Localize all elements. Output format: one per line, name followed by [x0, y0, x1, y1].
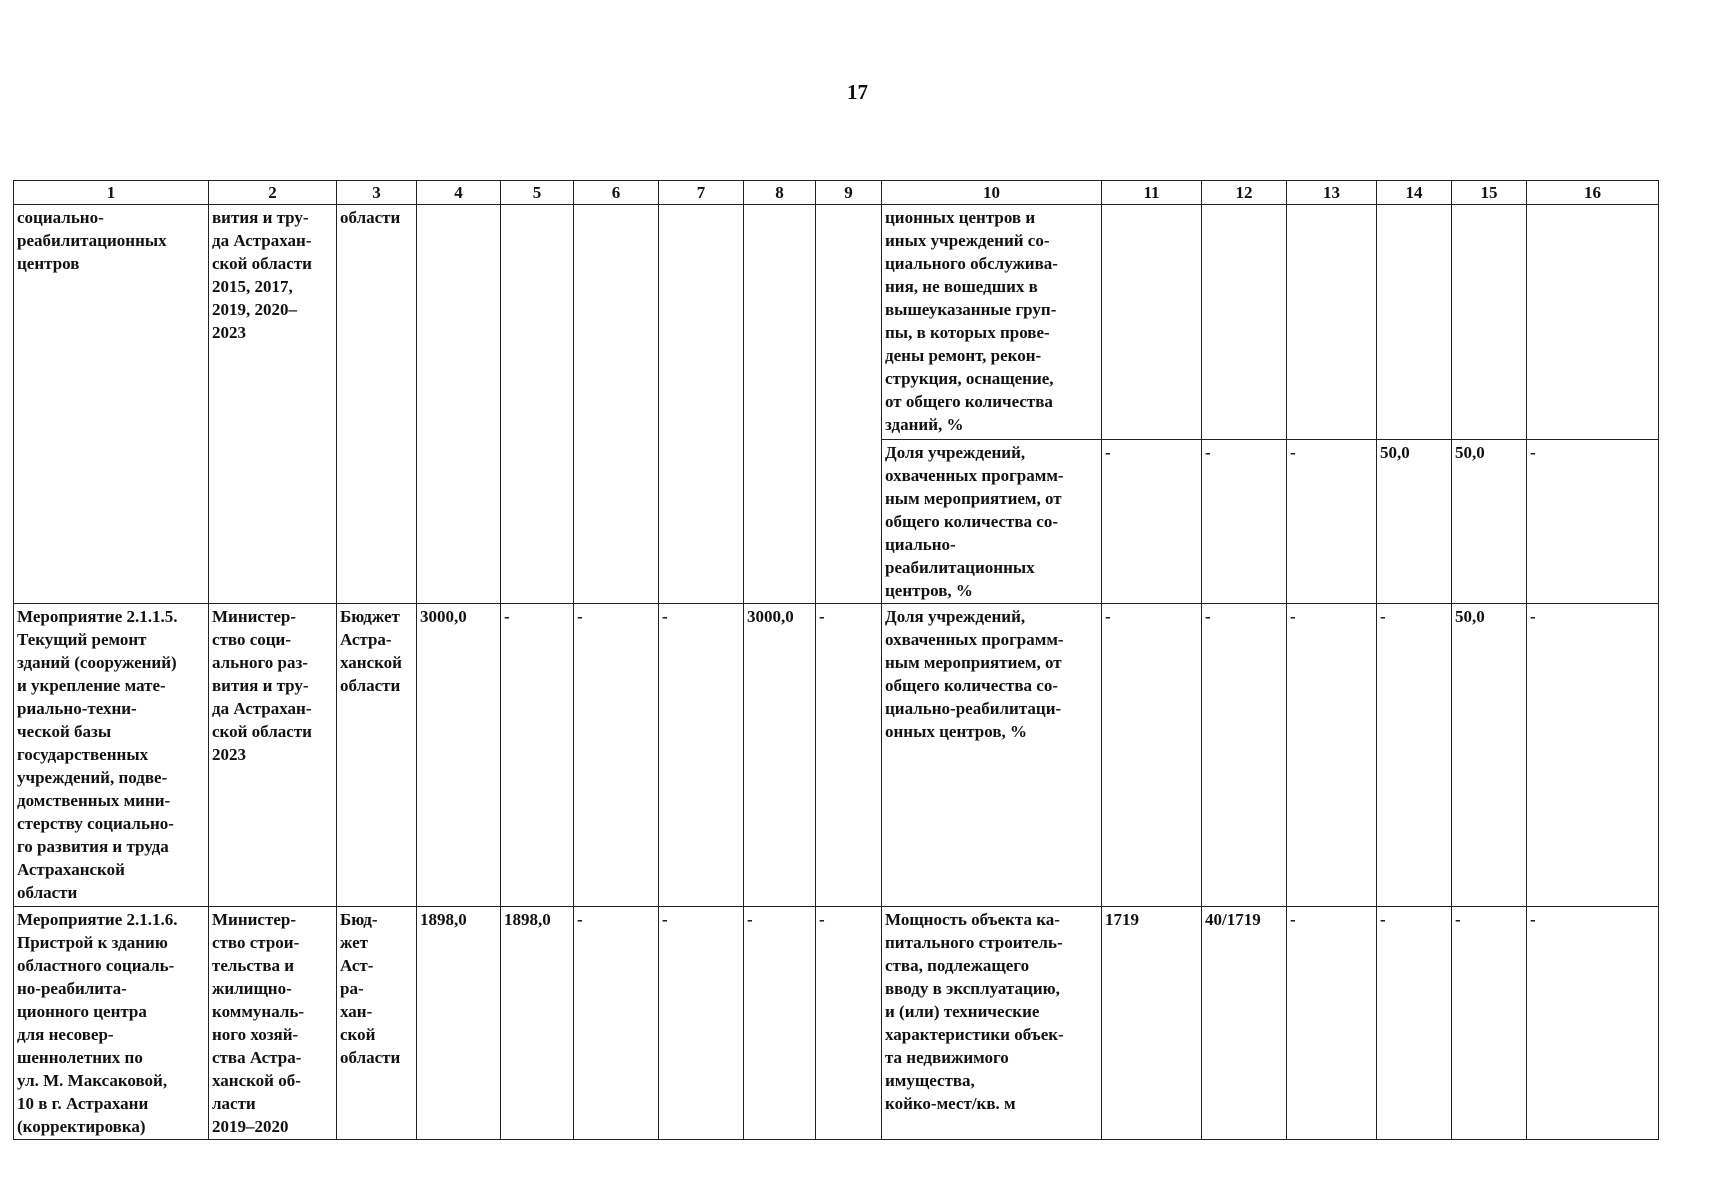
value-cell: - [1287, 604, 1377, 907]
page-number: 17 [847, 80, 868, 104]
col-header: 9 [816, 181, 882, 205]
value-cell [816, 205, 882, 604]
value-cell: - [1527, 907, 1659, 1140]
value-cell: - [816, 907, 882, 1140]
value-cell: - [1377, 907, 1452, 1140]
value-cell: 3000,0 [417, 604, 501, 907]
value-cell: - [574, 907, 659, 1140]
value-cell [1377, 205, 1452, 440]
col-header: 16 [1527, 181, 1659, 205]
value-cell [1102, 205, 1202, 440]
value-cell [659, 205, 744, 604]
value-cell: - [1527, 440, 1659, 604]
col-header: 10 [882, 181, 1102, 205]
value-cell: 50,0 [1377, 440, 1452, 604]
value-cell: 50,0 [1452, 440, 1527, 604]
value-cell [1452, 205, 1527, 440]
table-row [14, 907, 1659, 1140]
header-row [14, 181, 1659, 205]
indicator-cell: Мощность объекта ка- питального строитель- ства, подлежащего вводу в эксплуатацию, и (или) технические характеристики объек- та недвижимого имущества, койко-мест/кв. м [882, 907, 1102, 1140]
value-cell: 1719 [1102, 907, 1202, 1140]
value-cell: 40/1719 [1202, 907, 1287, 1140]
value-cell [744, 205, 816, 604]
value-cell [501, 205, 574, 604]
value-cell: - [1287, 440, 1377, 604]
col-header: 14 [1377, 181, 1452, 205]
measure-name-cell: социально- реабилитационных центров [14, 205, 209, 604]
table-row [14, 205, 1659, 440]
value-cell [1527, 205, 1659, 440]
executor-cell: вития и тру- да Астрахан- ской области 2015, 2017, 2019, 2020– 2023 [209, 205, 337, 604]
executor-cell: Министер- ство строи- тельства и жилищно- коммуналь- ного хозяй- ства Астра- ханской об- ласти 2019–2020 [209, 907, 337, 1140]
value-cell [574, 205, 659, 604]
col-header: 13 [1287, 181, 1377, 205]
value-cell: - [1202, 440, 1287, 604]
measure-name-cell: Мероприятие 2.1.1.6. Пристрой к зданию областного социаль- но-реабилита- ционного центра для несовер- шеннолетних по ул. М. Максаковой, 10 в г. Астрахани (корректировка) [14, 907, 209, 1140]
col-header: 7 [659, 181, 744, 205]
program-table [13, 180, 1659, 1140]
value-cell: - [1527, 604, 1659, 907]
col-header: 8 [744, 181, 816, 205]
value-cell [1287, 205, 1377, 440]
funding-source-cell: Бюджет Астра- ханской области [337, 604, 417, 907]
value-cell: - [1102, 604, 1202, 907]
value-cell: - [1102, 440, 1202, 604]
col-header: 1 [14, 181, 209, 205]
value-cell: 3000,0 [744, 604, 816, 907]
value-cell: - [744, 907, 816, 1140]
value-cell: - [659, 604, 744, 907]
col-header: 5 [501, 181, 574, 205]
col-header: 2 [209, 181, 337, 205]
funding-source-cell: Бюд- жет Аст- ра- хан- ской области [337, 907, 417, 1140]
funding-source-cell: области [337, 205, 417, 604]
value-cell: - [816, 604, 882, 907]
measure-name-cell: Мероприятие 2.1.1.5. Текущий ремонт зданий (сооружений) и укрепление мате- риально-техни- ческой базы государственных учреждений, подве- домственных мини- стерству социально- го развития и труда Астраханской области [14, 604, 209, 907]
value-cell [1202, 205, 1287, 440]
value-cell: - [659, 907, 744, 1140]
executor-cell: Министер- ство соци- ального раз- вития и тру- да Астрахан- ской области 2023 [209, 604, 337, 907]
value-cell: - [501, 604, 574, 907]
value-cell: - [1202, 604, 1287, 907]
indicator-cell: Доля учреждений, охваченных программ- ным мероприятием, от общего количества со- циально-реабилитаци- онных центров, % [882, 604, 1102, 907]
table-row [14, 604, 1659, 907]
col-header: 11 [1102, 181, 1202, 205]
value-cell: - [1452, 907, 1527, 1140]
indicator-cell: ционных центров и иных учреждений со- циального обслужива- ния, не вошедших в вышеуказанные груп- пы, в которых прове- дены ремонт, рекон- струкция, оснащение, от общего количества зданий, % [882, 205, 1102, 440]
value-cell: 1898,0 [501, 907, 574, 1140]
value-cell: 50,0 [1452, 604, 1527, 907]
value-cell: - [574, 604, 659, 907]
value-cell: - [1377, 604, 1452, 907]
col-header: 3 [337, 181, 417, 205]
col-header: 4 [417, 181, 501, 205]
value-cell [417, 205, 501, 604]
col-header: 15 [1452, 181, 1527, 205]
col-header: 12 [1202, 181, 1287, 205]
col-header: 6 [574, 181, 659, 205]
value-cell: 1898,0 [417, 907, 501, 1140]
indicator-cell: Доля учреждений, охваченных программ- ным мероприятием, от общего количества со- циально- реабилитационных центров, % [882, 440, 1102, 604]
value-cell: - [1287, 907, 1377, 1140]
